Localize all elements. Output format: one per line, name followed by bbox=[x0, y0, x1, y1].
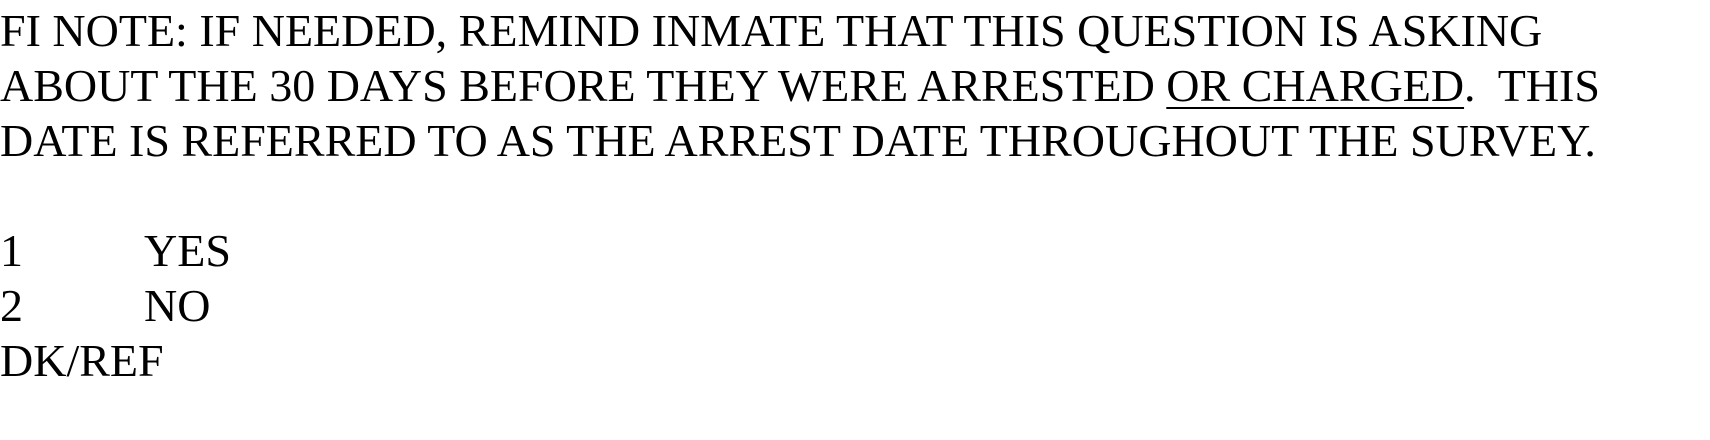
option-code: 1 bbox=[0, 225, 23, 276]
option-no bbox=[0, 278, 600, 333]
option-yes bbox=[0, 223, 600, 278]
response-options bbox=[0, 223, 600, 388]
option-label: NO bbox=[144, 280, 211, 331]
dk-ref-label: DK/REF bbox=[0, 335, 164, 386]
fi-note-line-3: DATE IS REFERRED TO AS THE ARREST DATE THROUGHOUT THE SURVEY. bbox=[0, 115, 1596, 166]
fi-note-line-2 bbox=[0, 58, 1710, 113]
option-code: 2 bbox=[0, 280, 23, 331]
option-dk-ref bbox=[0, 333, 600, 388]
fi-note-line-1: FI NOTE: IF NEEDED, REMIND INMATE THAT THIS QUESTION IS ASKING bbox=[0, 5, 1543, 56]
fi-note-line-2-start: ABOUT THE 30 DAYS BEFORE THEY WERE ARRESTED bbox=[0, 60, 1167, 111]
or-charged-emphasis: OR CHARGED bbox=[1166, 60, 1465, 111]
fi-note-line-2-end: . THIS bbox=[1464, 60, 1600, 111]
fi-note bbox=[0, 3, 1710, 168]
option-label: YES bbox=[144, 225, 231, 276]
